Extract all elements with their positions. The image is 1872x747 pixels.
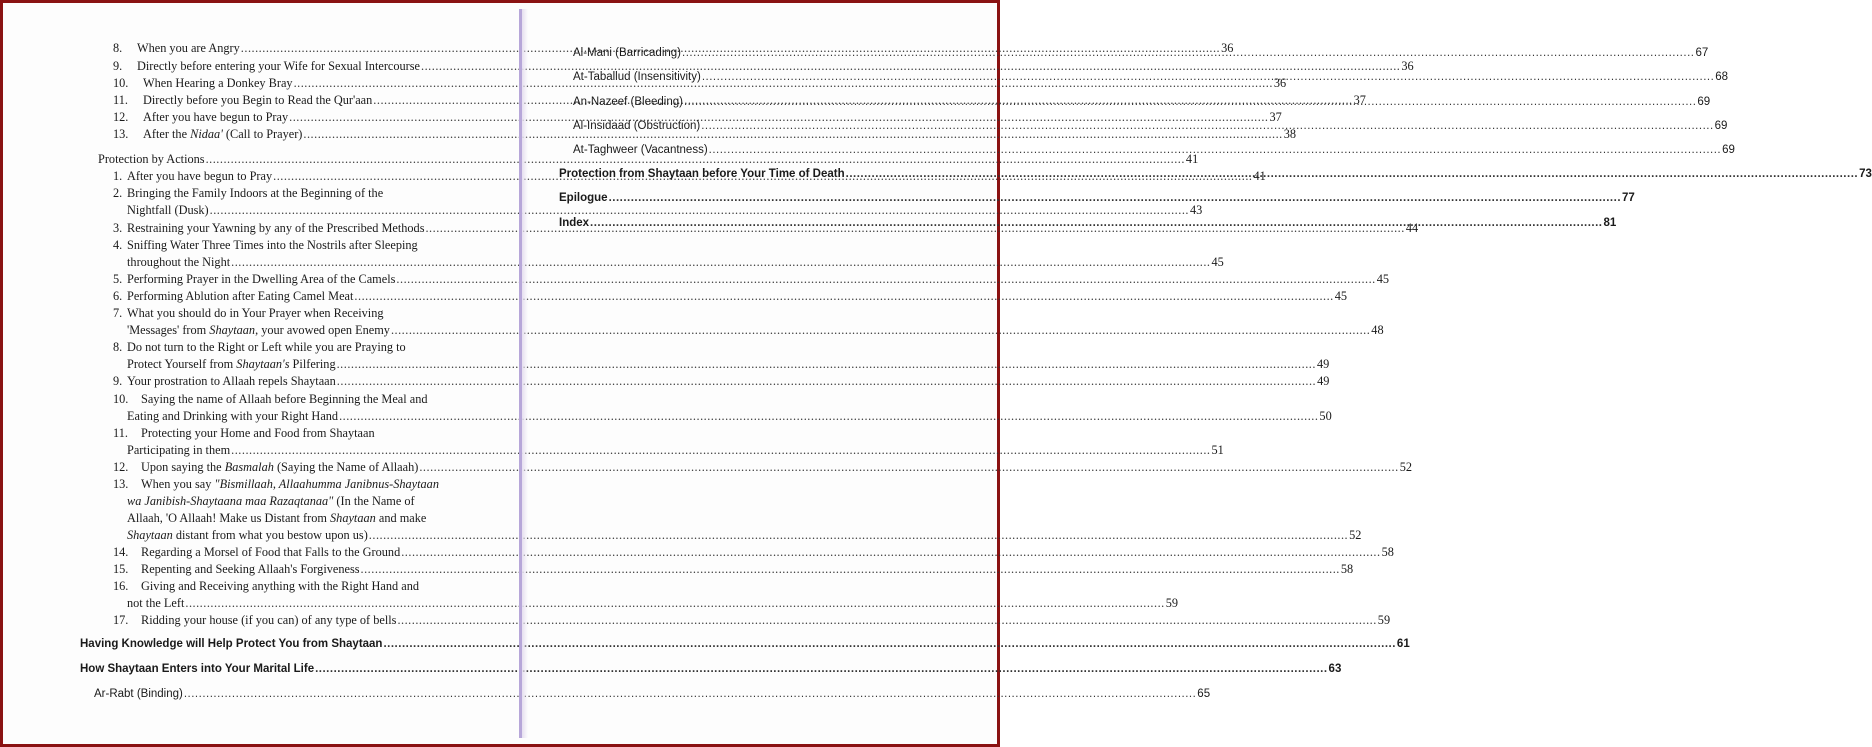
entry-title-part: Upon saying the [141,460,225,474]
toc-entry-first-line[interactable] [113,185,383,201]
entry-title-continued: Eating and Drinking with your Right Hand [127,409,339,423]
entry-number: 8. [113,340,123,354]
entry-page: 37 [1353,93,1366,107]
entry-title: At-Taballud (Insensitivity) [573,71,701,83]
toc-entry-first-line[interactable] [113,391,428,407]
entry-title-continued [127,322,390,338]
entry-page: 41 [1253,169,1266,183]
toc-entry-first-line[interactable] [113,476,439,492]
entry-page: 37 [1269,110,1282,124]
entry-title-part: Pilfering [289,357,336,371]
entry-number: 13. [113,477,129,491]
dot-leader [702,69,1714,85]
toc-entry-continuation[interactable] [127,202,1203,218]
entry-title: Ridding your house (if you can) of any type of bells [141,613,397,627]
entry-page: 49 [1317,374,1330,388]
entry-title-part: When you say [141,477,215,491]
entry-page: 43 [1189,203,1203,217]
toc-entry-first-line[interactable] [113,305,384,321]
dot-leader [590,215,1602,231]
entry-title-part: and make [375,511,427,525]
entry-number: 12. [113,110,129,124]
dot-leader [846,166,1858,182]
entry-title: Protecting your Home and Food from Shaytaan [141,426,375,440]
entry-title: Giving and Receiving anything with the Right Hand and [141,579,420,593]
toc-chapter[interactable] [80,636,1410,652]
entry-title-part: Protect Yourself from [127,357,237,371]
entry-title: Do not turn to the Right or Left while you are Praying to [127,340,406,354]
toc-entry-continuation[interactable] [127,322,1384,338]
toc-entry-continuation[interactable] [127,254,1224,270]
entry-number: 13. [113,127,129,141]
entry-number: 9. [113,59,123,73]
entry-page: 59 [1377,613,1391,627]
entry-number: 3. [113,221,123,235]
chapter-page: 63 [1328,663,1342,675]
toc-section[interactable] [98,151,1199,167]
entry-title-italic: Nidaa' [190,127,223,141]
chapter-title: Epilogue [559,192,608,204]
entry-title-italic: Shaytaan [330,511,376,525]
toc-entry[interactable] [113,271,1390,287]
entry-title-part: (In the Name of [333,494,415,508]
entry-page: 45 [1376,272,1390,286]
toc-entry-continuation[interactable] [127,442,1224,458]
entry-title-italic: wa Janibish-Shaytaana maa Razaqtanaa" [127,494,334,508]
toc-chapter[interactable] [559,190,1635,206]
chapter-title: Having Knowledge will Help Protect You from Shaytaan [80,638,383,650]
toc-entry[interactable] [113,373,1330,389]
entry-page: 36 [1401,59,1414,73]
entry-title: At-Taghweer (Vacantness) [573,144,708,156]
chapter-title: Protection from Shaytaan before Your Time of Death [559,168,845,180]
entry-page: 58 [1340,562,1354,576]
toc-entry[interactable] [113,561,1354,577]
entry-title-italic: Shaytaan [209,323,256,337]
entry-page: 68 [1715,71,1729,83]
entry-title: What you should do in Your Prayer when Receiving [127,306,384,320]
entry-number: 12. [113,460,129,474]
toc-entry-first-line[interactable] [113,578,419,594]
entry-page: 36 [1273,76,1287,90]
entry-page: 69 [1722,144,1735,156]
entry-number: 11. [113,426,128,440]
toc-entry[interactable] [113,288,1348,304]
entry-title: Saying the name of Allaah before Beginning the Meal and [141,392,428,406]
entry-page: 59 [1165,596,1179,610]
entry-title: After you have begun to Pray [143,110,289,124]
chapter-page: 77 [1622,192,1635,204]
entry-title-part: , your avowed open Enemy [255,323,390,337]
entry-title: Sniffing Water Three Times into the Nostrils after Sleeping [127,238,418,252]
entry-page: 45 [1211,255,1224,269]
entry-page: 69 [1714,120,1728,132]
entry-title-part: (Saying the Name of Allaah) [273,460,419,474]
toc-entry[interactable] [113,612,1391,628]
entry-title: Al-Insidaad (Obstruction) [573,120,701,132]
dot-leader [709,142,1721,158]
entry-title-continued: throughout the Night [127,255,231,269]
entry-title-continued [127,527,368,543]
entry-number: 10. [113,392,129,406]
entry-title-part: 'Messages' from [127,323,210,337]
entry-title: An-Nazeef (Bleeding) [573,96,683,108]
entry-page: 52 [1349,528,1362,542]
entry-page: 48 [1371,323,1384,337]
entry-title-continued: Nightfall (Dusk) [127,203,209,217]
entry-page: 38 [1283,127,1297,141]
entry-title: Repenting and Seeking Allaah's Forgiveness [141,562,360,576]
entry-number: 2. [113,186,123,200]
chapter-title: How Shaytaan Enters into Your Marital Life [80,663,315,675]
chapter-title: Index [559,217,590,229]
entry-title: Directly before entering your Wife for Sexual Intercourse [137,59,421,73]
entry-title-continued: not the Left [127,596,185,610]
entry-title: Ar-Rabt (Binding) [94,688,183,700]
entry-number: 6. [113,289,123,303]
toc-chapter[interactable] [80,661,1342,677]
entry-page: 65 [1197,688,1211,700]
entry-number: 16. [113,579,129,593]
entry-title [141,459,418,475]
entry-title: When you are Angry [137,41,240,55]
entry-page: 52 [1399,460,1412,474]
entry-number: 10. [113,76,129,90]
toc-entry[interactable] [113,459,1412,475]
entry-title-part: After the [143,127,191,141]
entry-number: 9. [113,374,123,388]
toc-entry-continuation[interactable] [127,356,1330,372]
entry-title-italic: Basmalah [224,460,274,474]
entry-number: 8. [113,41,123,55]
toc-entry-first-line[interactable] [113,237,418,253]
entry-title-continued [127,356,336,372]
entry-title-italic: Shaytaan's [236,357,290,371]
toc-entry-continuation[interactable] [127,595,1179,611]
entry-title [143,126,302,142]
entry-page: 51 [1211,443,1224,457]
entry-title-part: (Call to Prayer) [222,127,303,141]
entry-page: 50 [1319,409,1332,423]
entry-number: 11. [113,93,128,107]
entry-number: 4. [113,238,123,252]
toc-entry-first-line[interactable] [113,339,406,355]
entry-title: Restraining your Yawning by any of the Prescribed Methods [127,221,425,235]
entry-title: Regarding a Morsel of Food that Falls to the Ground [141,545,401,559]
entry-number: 15. [113,562,129,576]
entry-title-part: distant from what you bestow upon us) [172,528,368,542]
toc-entry-line [127,493,415,509]
toc-entry[interactable] [113,58,1414,74]
entry-number: 14. [113,545,129,559]
entry-title-italic: Shaytaan [127,528,173,542]
toc-entry-first-line[interactable] [113,425,375,441]
section-page: 41 [1185,152,1199,166]
entry-number: 5. [113,272,123,286]
entry-title: Bringing the Family Indoors at the Beginning of the [127,186,384,200]
entry-page: 69 [1697,96,1711,108]
entry-page: 58 [1381,545,1394,559]
entry-title: Directly before you Begin to Read the Qur'aan [143,93,373,107]
dot-leader [609,190,1621,206]
chapter-page: 81 [1603,217,1617,229]
section-title: Protection by Actions [98,152,205,166]
toc-entry[interactable] [113,544,1394,560]
entry-title-italic: "Bismillaah, Allaahumma Janibnus-Shaytaan [214,477,439,491]
entry-title-continued: Participating in them [127,443,231,457]
chapter-page: 61 [1396,638,1410,650]
entry-page: 36 [1221,41,1234,55]
entry-page: 67 [1695,47,1709,59]
entry-title: Al-Mani (Barricading) [573,47,682,59]
entry-title: Your prostration to Allaah repels Shaytaan [127,374,336,388]
entry-number: 17. [113,613,129,627]
toc-entry[interactable] [113,109,1282,125]
entry-title: Performing Ablution after Eating Camel Meat [127,289,354,303]
dot-leader [684,94,1696,110]
toc-entry[interactable] [573,142,1735,158]
toc-entry-continuation[interactable] [127,527,1362,543]
toc-entry[interactable] [94,686,1211,702]
entry-page: 49 [1316,357,1330,371]
dot-leader [682,45,1694,61]
chapter-page: 73 [1859,168,1872,180]
entry-number: 7. [113,306,123,320]
entry-title: After you have begun to Pray [127,169,273,183]
entry-title-part: Allaah, 'O Allaah! Make us Distant from [127,511,331,525]
toc-entry-line [127,510,426,526]
entry-page: 44 [1405,221,1419,235]
dot-leader [701,118,1713,134]
entry-number: 1. [113,169,123,183]
entry-title: Performing Prayer in the Dwelling Area of the Camels [127,272,396,286]
entry-title: When Hearing a Donkey Bray [143,76,293,90]
entry-page: 45 [1334,289,1348,303]
toc-entry-continuation[interactable] [127,408,1332,424]
